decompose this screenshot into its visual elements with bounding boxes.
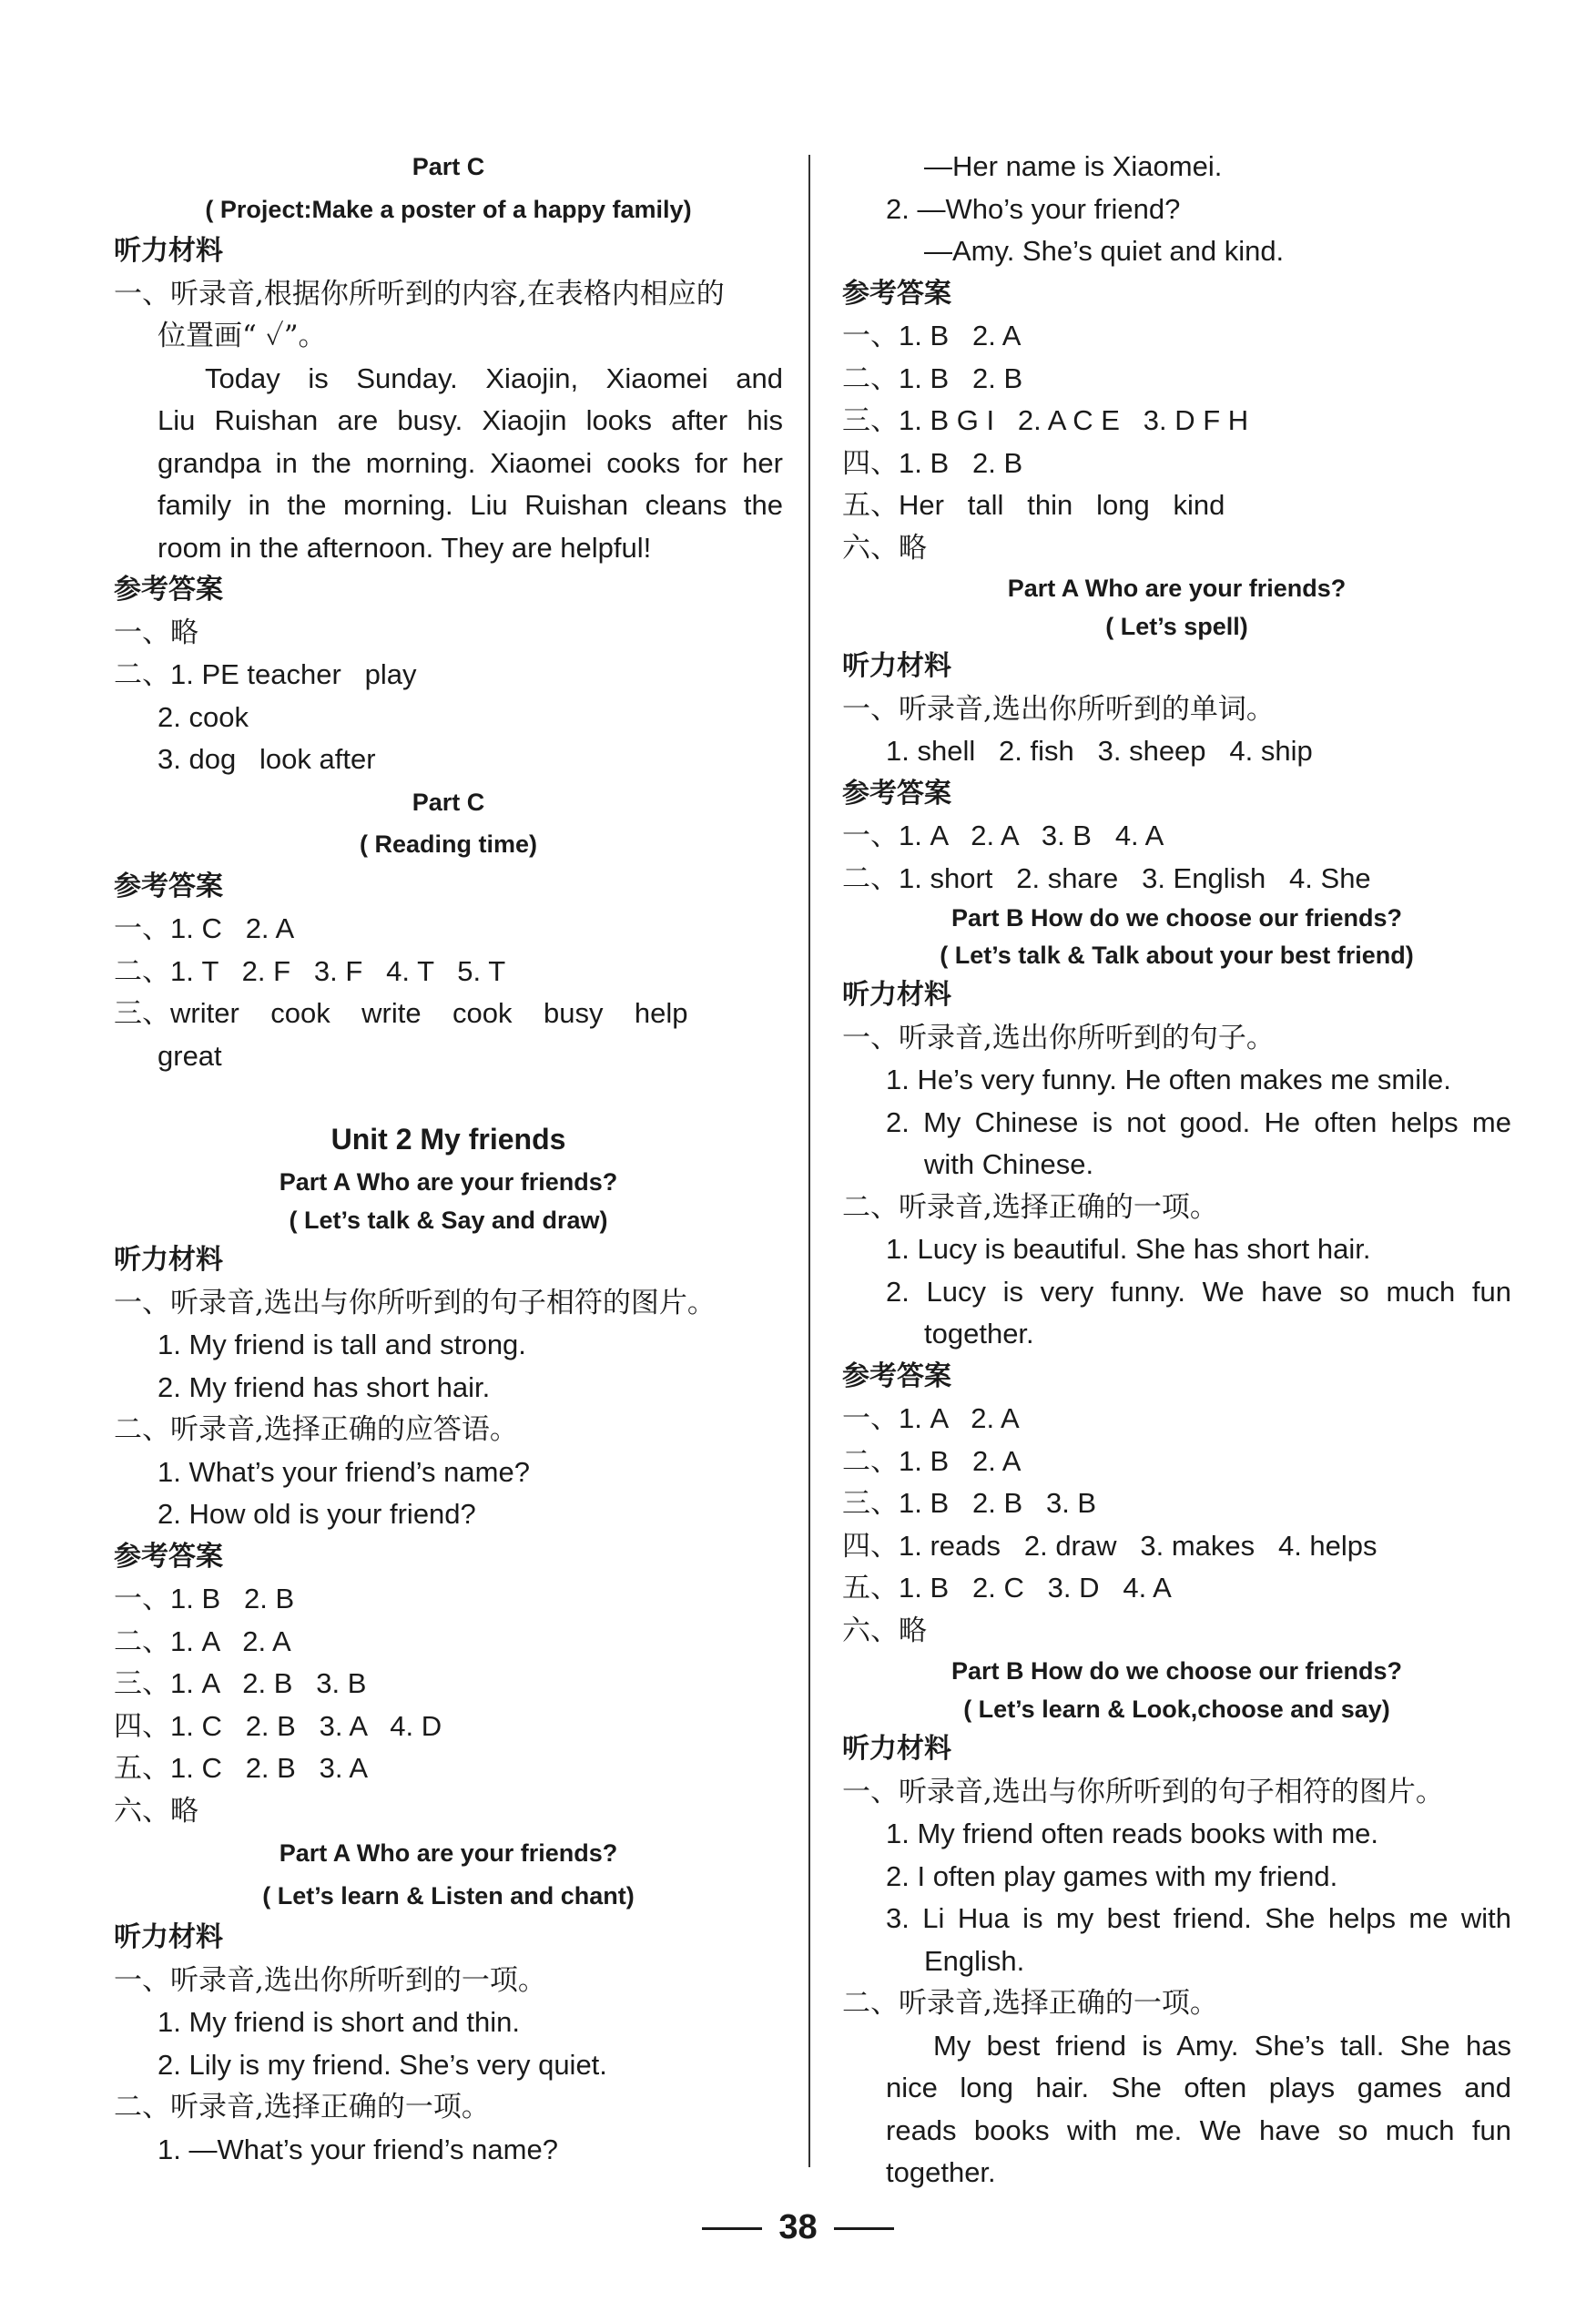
question-instruction: 二、听录音,选择正确的一项。 xyxy=(842,1190,1218,1224)
answer-line: 五、1. B 2. C 3. D 4. A xyxy=(842,1572,1172,1604)
question-item: 1. What’s your friend’s name? xyxy=(158,1455,530,1488)
question-item: 2. My Chinese is not good. He often helps me xyxy=(886,1105,1511,1138)
answer-line: 三、1. A 2. B 3. B xyxy=(114,1667,367,1699)
passage-line: My best friend is Amy. She’s tall. She has xyxy=(933,2029,1511,2062)
page-number xyxy=(0,2208,1596,2247)
passage-line: family in the morning. Liu Ruishan cleans the xyxy=(158,489,783,521)
heading-answers: 参考答案 xyxy=(842,1360,951,1392)
question-instruction: 二、听录音,选择正确的一项。 xyxy=(114,2091,490,2123)
answer-line: 2. cook xyxy=(158,700,249,733)
question-instruction: 二、听录音,选择正确的应答语。 xyxy=(114,1413,518,1446)
question-item: 2. Lily is my friend. She’s very quiet. xyxy=(158,2048,607,2081)
heading-answers: 参考答案 xyxy=(842,277,951,310)
answer-line: 五、Her tall thin long kind xyxy=(842,489,1225,521)
section-subtitle: ( Let’s talk & Say and draw) xyxy=(289,1207,608,1234)
section-title: Part A Who are your friends? xyxy=(279,1839,618,1867)
left-column xyxy=(114,146,783,2171)
section-subtitle: ( Let’s talk & Talk about your best friend) xyxy=(940,942,1414,969)
question-item: 1. shell 2. fish 3. sheep 4. ship xyxy=(886,735,1313,767)
answer-line: 三、1. B 2. B 3. B xyxy=(842,1487,1097,1519)
section-title: Part C xyxy=(412,788,485,816)
heading-listening: 听力材料 xyxy=(114,1921,223,1953)
answer-line: 四、1. reads 2. draw 3. makes 4. helps xyxy=(842,1529,1377,1562)
passage-line: Today is Sunday. Xiaojin, Xiaomei and xyxy=(205,362,783,394)
answer-line: 一、1. C 2. A xyxy=(114,912,295,944)
passage-line: Liu Ruishan are busy. Xiaojin looks after his xyxy=(158,404,783,436)
question-instruction: 一、听录音,选出你所听到的一项。 xyxy=(114,1963,546,1997)
question-item: 2. How old is your friend? xyxy=(158,1498,476,1530)
section-title: Part A Who are your friends? xyxy=(279,1168,618,1196)
answer-line: 三、1. B G I 2. A C E 3. D F H xyxy=(842,404,1249,436)
answer-line: 四、1. B 2. B xyxy=(842,446,1023,479)
passage-line: nice long hair. She often plays games and xyxy=(886,2072,1511,2103)
page-number-dash-left xyxy=(702,2227,762,2230)
answer-line: 二、1. B 2. A xyxy=(842,1444,1022,1477)
section-title: Part B How do we choose our friends? xyxy=(950,904,1403,932)
question-instruction: 二、听录音,选择正确的一项。 xyxy=(842,1987,1218,2020)
answer-line: 二、1. A 2. A xyxy=(114,1624,291,1657)
page-number-value: 38 xyxy=(778,2208,818,2246)
answer-line: 一、1. A 2. A 3. B 4. A xyxy=(842,820,1164,851)
answer-line: 二、1. short 2. share 3. English 4. She xyxy=(842,861,1371,894)
question-item: together. xyxy=(924,1318,1034,1349)
answer-line: 六、略 xyxy=(114,1794,198,1828)
passage-line: together. xyxy=(886,2156,996,2188)
question-instruction: 一、听录音,选出与你所听到的句子相符的图片。 xyxy=(842,1775,1444,1808)
answer-line: great xyxy=(158,1039,222,1072)
passage-line: reads books with me. We have so much fun xyxy=(886,2113,1511,2146)
answer-line: 二、1. T 2. F 3. F 4. T 5. T xyxy=(114,954,506,987)
question-item: 1. My friend is short and thin. xyxy=(158,2006,521,2038)
right-column xyxy=(842,146,1511,2195)
section-subtitle: ( Let’s spell) xyxy=(1105,613,1248,640)
question-item: 2. I often play games with my friend. xyxy=(886,1859,1338,1892)
answer-line: 六、略 xyxy=(842,1614,927,1647)
heading-answers: 参考答案 xyxy=(842,777,951,810)
question-item: 2. —Who’s your friend? xyxy=(886,192,1181,225)
answer-line: 3. dog look after xyxy=(158,743,376,775)
question-instruction: 一、听录音,根据你所听到的内容,在表格内相应的 xyxy=(114,277,725,311)
answer-line: 三、writer cook write cook busy help xyxy=(114,997,688,1029)
question-item: English. xyxy=(924,1944,1025,1977)
answer-line: 一、1. A 2. A xyxy=(842,1402,1020,1434)
question-item: 1. —What’s your friend’s name? xyxy=(158,2133,558,2165)
question-item: —Her name is Xiaomei. xyxy=(924,150,1223,182)
heading-listening: 听力材料 xyxy=(842,979,951,1011)
heading-listening: 听力材料 xyxy=(842,1733,951,1765)
column-divider xyxy=(808,155,810,2167)
page-number-dash-right xyxy=(834,2227,894,2230)
unit-title: Unit 2 My friends xyxy=(330,1123,566,1156)
section-title: Part C xyxy=(412,153,485,180)
heading-answers: 参考答案 xyxy=(114,870,223,902)
question-item: 1. He’s very funny. He often makes me smile. xyxy=(886,1064,1451,1095)
question-item: 2. Lucy is very funny. We have so much fun xyxy=(886,1275,1511,1308)
question-instruction: 一、听录音,选出你所听到的单词。 xyxy=(842,692,1275,726)
answer-line: 二、1. B 2. B xyxy=(842,362,1023,394)
section-title: Part B How do we choose our friends? xyxy=(950,1657,1403,1685)
heading-answers: 参考答案 xyxy=(114,574,223,606)
answer-line: 一、1. B 2. B xyxy=(114,1583,295,1614)
question-instruction: 一、听录音,选出与你所听到的句子相符的图片。 xyxy=(114,1286,716,1319)
answer-line: 五、1. C 2. B 3. A xyxy=(114,1752,369,1784)
heading-answers: 参考答案 xyxy=(114,1540,223,1573)
question-instruction: 一、听录音,选出你所听到的句子。 xyxy=(842,1021,1275,1054)
question-item: —Amy. She’s quiet and kind. xyxy=(924,235,1285,267)
answer-line: 一、略 xyxy=(114,616,198,649)
section-subtitle: ( Reading time) xyxy=(359,830,537,858)
question-item: with Chinese. xyxy=(924,1148,1094,1180)
heading-listening: 听力材料 xyxy=(114,1244,223,1276)
answer-line: 六、略 xyxy=(842,531,927,565)
passage-line: room in the afternoon. They are helpful! xyxy=(158,531,652,564)
section-title: Part A Who are your friends? xyxy=(1007,575,1347,602)
heading-listening: 听力材料 xyxy=(114,235,223,267)
question-item: 1. My friend is tall and strong. xyxy=(158,1329,526,1360)
heading-listening: 听力材料 xyxy=(842,650,951,682)
section-subtitle: ( Project:Make a poster of a happy family) xyxy=(205,195,692,223)
question-instruction-cont: 位置画“ ✓”。 xyxy=(158,320,327,352)
question-item: 1. Lucy is beautiful. She has short hair. xyxy=(886,1233,1371,1265)
answer-line: 二、1. PE teacher play xyxy=(114,658,417,690)
answer-line: 一、1. B 2. A xyxy=(842,320,1022,351)
answer-line: 四、1. C 2. B 3. A 4. D xyxy=(114,1709,442,1742)
section-subtitle: ( Let’s learn & Listen and chant) xyxy=(262,1881,635,1910)
passage-line: grandpa in the morning. Xiaomei cooks for her xyxy=(158,446,783,479)
section-subtitle: ( Let’s learn & Look,choose and say) xyxy=(963,1696,1390,1723)
question-item: 2. My friend has short hair. xyxy=(158,1370,491,1403)
question-item: 1. My friend often reads books with me. xyxy=(886,1818,1379,1849)
question-item: 3. Li Hua is my best friend. She helps me with xyxy=(886,1902,1511,1934)
